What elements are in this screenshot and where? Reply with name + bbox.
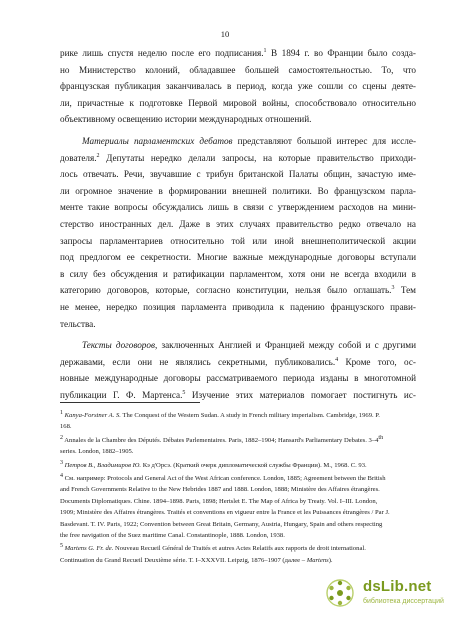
- footnotes: [60, 410, 420, 566]
- text-run: рике лишь спустя неделю после его подписания.: [60, 48, 264, 58]
- text-run: Кэ д'Орсэ. (Краткий очерк дипломатической службы Франции). М., 1968. С. 93.: [141, 461, 367, 469]
- footnote-line: [60, 555, 420, 566]
- text-run: Basdevant. T. IV. Paris, 1922; Convention between Great Britain, Germany, Austria, Hungary, Spain and others respecting: [60, 520, 383, 528]
- text-run: запросы парламентариев относительно той или иной внешнеполитической акции: [60, 235, 416, 246]
- text-line: [60, 45, 416, 62]
- footnote-line: [60, 543, 420, 554]
- text-line: [60, 249, 416, 266]
- text-run: Материалы парламентских дебатов: [82, 135, 233, 146]
- text-run: The Conquest of the Western Sudan. A study in French military imperialism. Cambridge, 1969. P.: [120, 412, 380, 419]
- page-number: 10: [220, 29, 230, 39]
- footnote-ref: 1: [60, 410, 63, 416]
- text-run: Тексты договоров: [82, 340, 155, 351]
- text-line: [60, 133, 416, 150]
- text-run: ли, причастные к подготовке Первой мировой войны, способствовало относительно: [60, 97, 416, 108]
- text-line: [60, 282, 416, 299]
- footnote: [60, 543, 420, 566]
- footnote-ref: 4: [335, 356, 339, 363]
- text-line: [60, 78, 416, 95]
- text-run: Martens: [306, 556, 329, 564]
- text-line: [60, 199, 416, 216]
- text-run: новные международные договоры рассматриваемого периода изданы в многотомной: [60, 373, 416, 384]
- text-run: но Министерство колоний, обладавшее большей самостоятельностью. То, что: [60, 64, 416, 75]
- text-line: [60, 337, 416, 354]
- footnote-ref: 2: [96, 152, 100, 159]
- text-line: [60, 370, 416, 387]
- footnote: [60, 435, 420, 458]
- footnote-line: [60, 446, 420, 457]
- text-run: 1909; Ministère des Affaires étrangères. Traités et conventions en vigueur entre la France et les Puissances étrangères / Par J.: [60, 509, 390, 517]
- text-run: Nouveau Recueil Général de Traités et autres Actes Relatifs aux rapports de droit international.: [113, 545, 366, 553]
- footnote-ref: 2: [60, 434, 63, 441]
- footnote-line: [60, 421, 420, 432]
- paragraph: [60, 45, 416, 128]
- footnote: [60, 410, 420, 433]
- footnote-line: [60, 460, 420, 471]
- text-run: Continuation du Grand Recueil Deuxième série. T. I–XXXVII. Leipzig, 1876–1907 (далее –: [60, 556, 307, 564]
- footnote-line: [60, 530, 420, 541]
- footnote: [60, 473, 420, 541]
- text-run: В 1894 г. во Франции было созда-: [266, 48, 416, 58]
- text-line: [60, 266, 416, 283]
- text-run: под предлогом ее секретности. Многие важные международные договоры вступали: [60, 252, 416, 263]
- text-run: ли огромное значение в формировании внешней политики. Во французском парла-: [60, 185, 416, 196]
- footnote-line: [60, 519, 420, 530]
- circular-dots-icon: [325, 578, 355, 608]
- text-line: [60, 150, 416, 167]
- text-line: [60, 111, 416, 128]
- footnote-line: [60, 496, 420, 507]
- text-line: [60, 316, 416, 333]
- paragraph: [60, 337, 416, 403]
- footnote-line: [60, 473, 420, 484]
- footnote-ref: 5: [60, 543, 63, 550]
- text-line: [60, 233, 416, 250]
- text-line: [60, 387, 416, 404]
- text-run: Documents Diplomatiques. Chine. 1894–1898. Paris, 1898; Hertslet E. The Map of Africa by Treaty. Vol. I–III. London,: [60, 497, 378, 505]
- text-run: the free navigation of the Suez maritime Canal. Constantinople, 1888. London, 1938.: [60, 531, 285, 539]
- footnote-ref: 5: [182, 389, 186, 396]
- footnote-line: [60, 435, 420, 446]
- text-run: , заключенных Англией и Францией между собой и с другими: [154, 340, 416, 351]
- text-line: [60, 183, 416, 200]
- text-run: 168.: [60, 423, 72, 431]
- text-run: французская публикация заканчивалась в период, когда уже сошли со сцены деяте-: [60, 81, 416, 92]
- text-run: ).: [328, 556, 333, 564]
- text-line: [60, 62, 416, 79]
- footnote: [60, 460, 420, 471]
- footnote-ref: 4: [60, 472, 63, 479]
- footnote-line: [60, 410, 420, 421]
- text-run: объективному освещению истории международных отношений.: [60, 114, 312, 125]
- text-run: не менее, нередко позиция парламента приводила к падению французского прави-: [60, 301, 416, 312]
- text-run: См. например: Protocols and General Act of the West African conference. London, 1885; Agreement between the British: [63, 474, 386, 482]
- text-run: Изучение этих материалов помогает постигнуть ис-: [185, 389, 416, 400]
- text-run: Martens G. Fr. de.: [64, 545, 114, 553]
- text-run: стерство иностранных дел. Даже в этих случаях правительство редко отвечало на: [60, 218, 416, 229]
- footnote-ref: 3: [60, 459, 63, 466]
- watermark: [325, 578, 445, 612]
- text-run: лось отвечать. Речи, звучавшие с трибун британской Палаты общин, зачастую име-: [60, 169, 416, 180]
- text-line: [60, 216, 416, 233]
- text-run: Кроме того, ос-: [338, 356, 416, 367]
- text-run: менте такие вопросы обсуждались лишь в связи с утверждением расходов на мини-: [60, 202, 416, 213]
- body-text: [60, 45, 416, 403]
- text-run: Kanya-Forstner A. S.: [64, 412, 121, 419]
- footnote-ref: 1: [263, 47, 267, 54]
- text-run: категорию договоров, которые, согласно конституции, нельзя было оглашать.: [60, 285, 392, 296]
- watermark-tagline: библиотека диссертаций: [363, 598, 444, 605]
- text-run: публикации Г. Ф. Мартенса.: [60, 389, 183, 400]
- text-run: Annales de la Chambre des Députés. Débates Parlementaires. Paris, 1882–1904; Hansard's Parliamentary Debates. 3–4: [63, 436, 379, 444]
- watermark-name: dsLib.net: [363, 578, 432, 595]
- footnote-separator: [60, 402, 200, 403]
- text-run: тельства.: [60, 318, 96, 329]
- text-run: державами, если они не являлись секретными, публиковались.: [60, 356, 336, 367]
- text-run: представляют большой интерес для иссле-: [232, 135, 416, 146]
- footnote-line: [60, 484, 420, 495]
- text-run: series. London, 1882–1905.: [60, 448, 134, 456]
- footnote-ref: 3: [391, 285, 395, 292]
- text-line: [60, 299, 416, 316]
- text-line: [60, 95, 416, 112]
- text-line: [60, 354, 416, 371]
- text-run: Депутаты нередко делали запросы, на которые правительство приходи-: [99, 152, 416, 163]
- paragraph: [60, 133, 416, 332]
- text-line: [60, 166, 416, 183]
- text-run: Тем: [394, 285, 416, 296]
- text-run: дователя.: [60, 152, 97, 163]
- footnote-ref: th: [378, 434, 384, 441]
- text-run: and French Governments Relative to the New Hebrides 1887 and 1888. London, 1888; Ministère des Affaires étrangères.: [60, 486, 380, 494]
- text-run: Петров В., Владимиров Ю.: [64, 461, 142, 469]
- text-run: в силу без обсуждения и ратификации парламентом, хотя они не всегда входили в: [60, 268, 416, 279]
- footnote-line: [60, 507, 420, 518]
